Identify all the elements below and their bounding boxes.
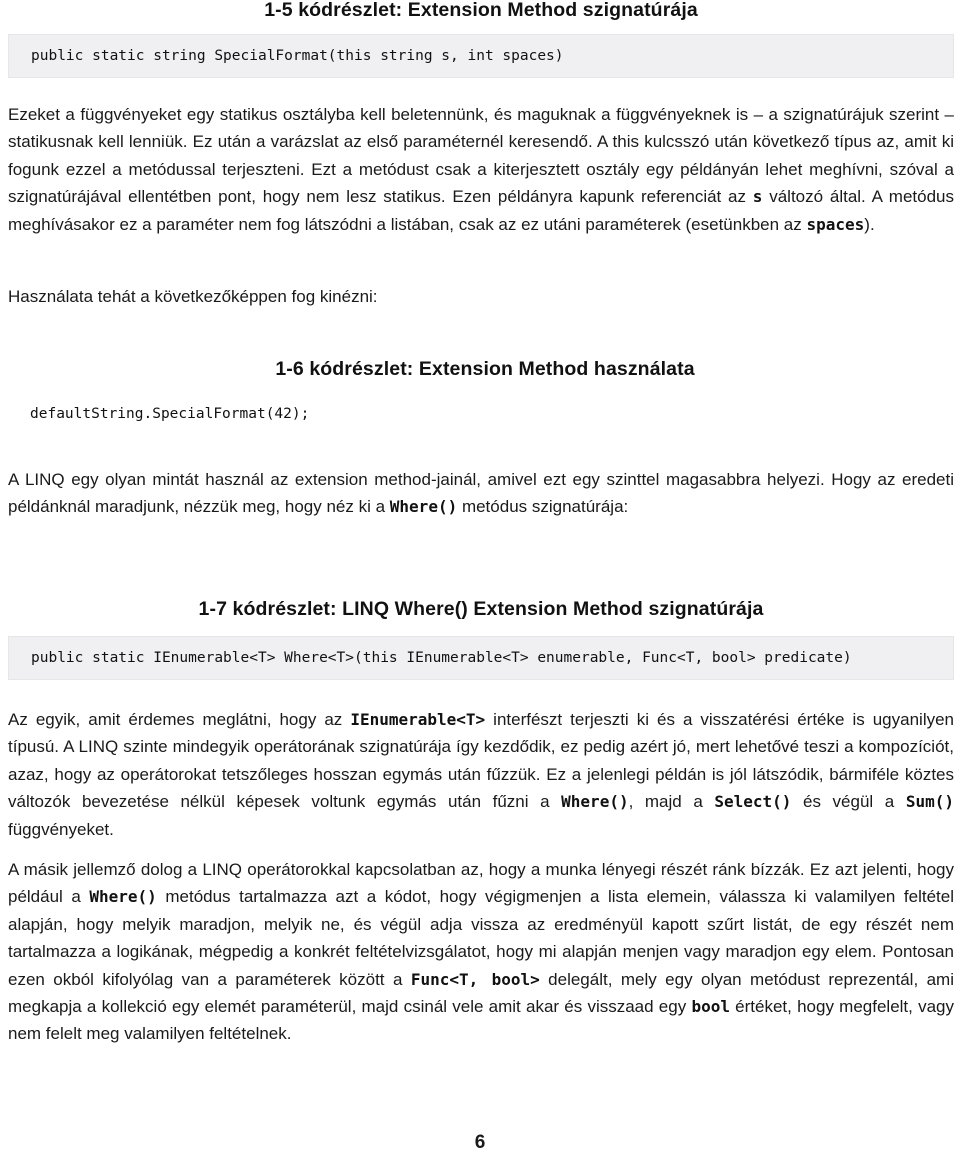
paragraph-delegate: A másik jellemző dolog a LINQ operátorokkal kapcsolatban az, hogy a munka lényegi részét ránk bízzák. Ez azt jelenti, hogy például a Where() metódus tartalmazza azt a kódot, hogy végigmenjen a lista elemein, válassza ki valamilyen feltétel alapján, hogy melyik maradjon, melyik ne, és végül adja vissza az eredményül kapott szűrt listát, de egy részét nem tartalmazza a logikának, mégpedig a konkrét feltételvizsgálatot, hogy mi alapján menjen vagy maradjon egy elem. Pontosan ezen okból kifolyólag van a paraméterek között a Func<T, bool> delegált, mely egy olyan metódust reprezentál, ami megkapja a kollekció egy elemét paraméterül, majd csinál vele amit akar és visszaad egy bool értéket, hogy megfelelt, vagy nem felelt meg valamilyen feltételnek.	[8, 860, 954, 1044]
inline-code-bool: bool	[691, 997, 730, 1017]
inline-code-ienumerable: IEnumerable<T>	[350, 710, 486, 729]
inline-code-sum: Sum()	[905, 792, 954, 812]
caption-listing-1-6: 1-6 kódrészlet: Extension Method használata	[275, 358, 695, 380]
code-line: public static string SpecialFormat(this string s, int spaces)	[31, 48, 564, 64]
inline-code-func: Func<T, bool>	[410, 969, 540, 989]
inline-code-spaces: spaces	[806, 214, 865, 234]
paragraph-composition: Az egyik, amit érdemes meglátni, hogy az IEnumerable<T> interfészt terjeszti ki és a visszatérési értéke is ugyanilyen típusú. A LINQ szinte mindegyik operátorának szignatúrája így kezdődik, ez pedig azért jó, mert lehetővé teszi a kompozíciót, azaz, hogy az operátorokat tetszőleges hosszan egymás után fűzzük. Ez a jelenlegi példán is jól látszódik, bármiféle köztes változók bevezetése nélkül képesek voltunk egymás után fűzni a Where(), majd a Select() és végül a Sum() függvényeket.	[8, 710, 955, 839]
code-block-signature	[8, 34, 954, 78]
paragraph-usage-intro: Használata tehát a következőképpen fog kinézni:	[8, 287, 378, 306]
inline-code-where: Where()	[89, 887, 157, 907]
inline-code-where: Where()	[561, 792, 629, 812]
inline-code-where: Where()	[389, 497, 458, 517]
page-number: 6	[474, 1132, 486, 1153]
caption-listing-1-7: 1-7 kódrészlet: LINQ Where() Extension Method szignatúrája	[198, 598, 764, 620]
caption-listing-1-5: 1-5 kódrészlet: Extension Method szignatúrája	[264, 0, 698, 21]
inline-code-s: s	[752, 187, 763, 207]
code-line: public static IEnumerable<T> Where<T>(this IEnumerable<T> enumerable, Func<T, bool> predicate)	[31, 650, 852, 666]
paragraph-linq-intro: A LINQ egy olyan mintát használ az extension method-jainál, amivel ezt egy szinttel magasabbra helyezi. Hogy az eredeti példánknál maradjunk, nézzük meg, hogy néz ki a Where() metódus szignatúrája:	[8, 470, 954, 517]
paragraph-extension-intro: Ezeket a függvényeket egy statikus osztályba kell beletennünk, és maguknak a függvényeknek is – a szignatúrájuk szerint – statikusnak kell lenniük. Ez után a varázslat az első paraméternél keresendő. A this kulcsszó után következő típus az, amit ki fogunk ezzel a metódussal terjeszteni. Ezt a metódust csak a kiterjesztett osztály egy példányán lehet meghívni, szóval a szignatúrájával ellentétben pont, hogy nem lesz statikus. Ezen példányra kapunk referenciát az s változó által. A metódus meghívásakor ez a paraméter nem fog látszódni a listában, csak az ez utáni paraméterek (esetünkben az spaces).	[8, 105, 954, 234]
code-block-where-signature	[8, 636, 954, 680]
inline-code-select: Select()	[714, 792, 792, 812]
code-block-usage: defaultString.SpecialFormat(42);	[30, 406, 310, 422]
